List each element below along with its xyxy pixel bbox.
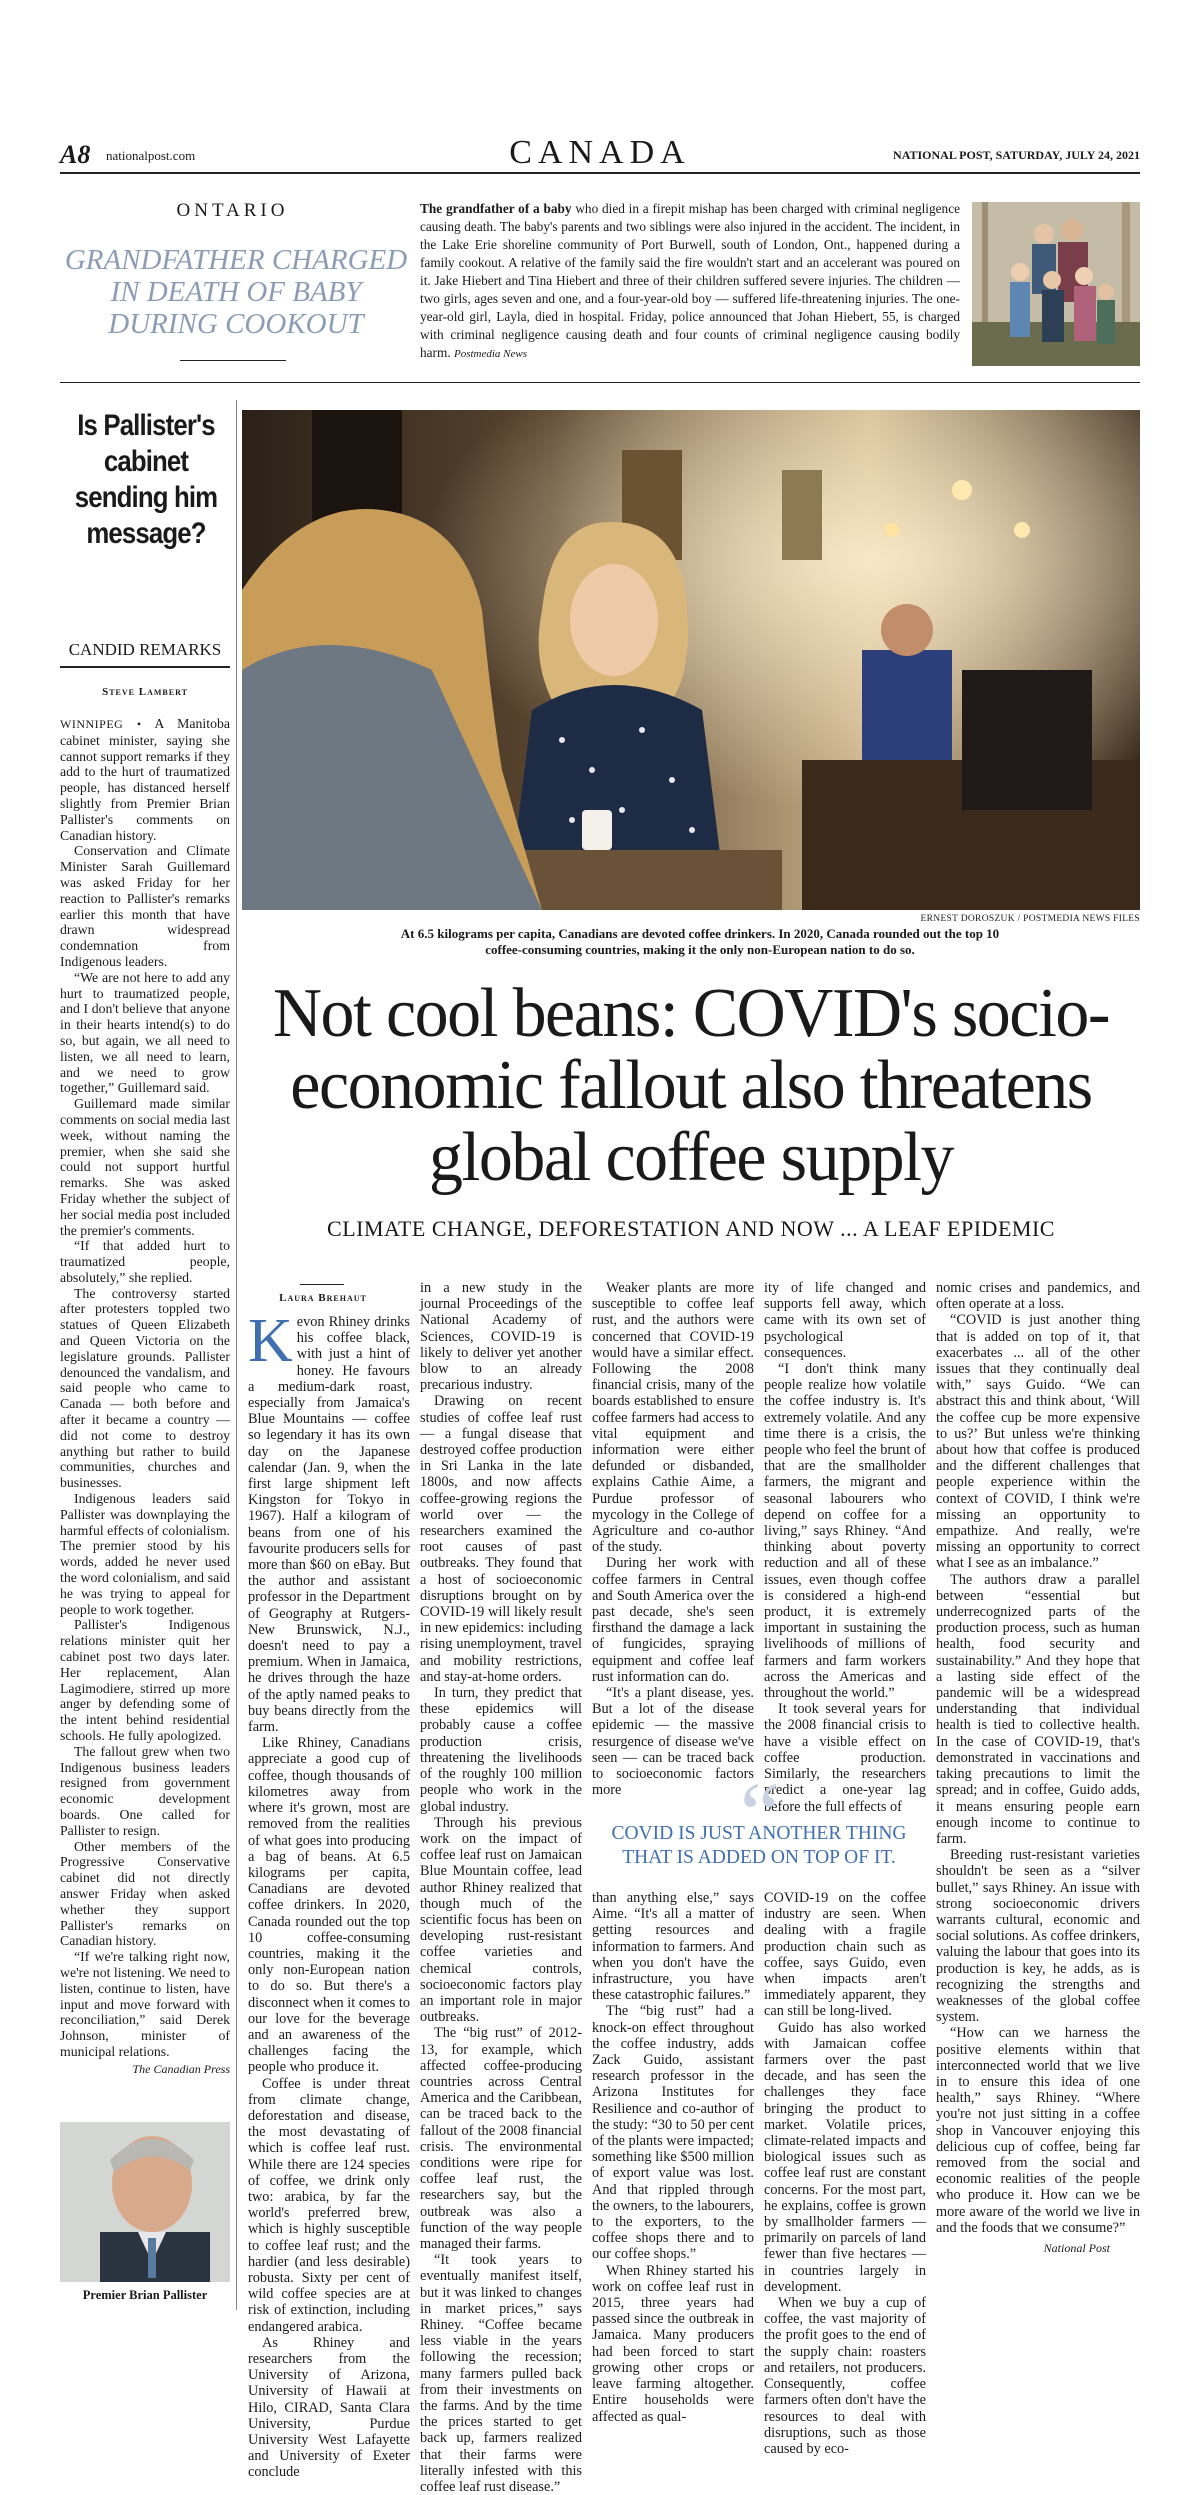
article-para: When we buy a cup of coffee, the vast majority of the profit goes to the end of the supply chain: roasters and retailers, not producers. Consequently, coffee farmers often don't have the resources to deal with disruptions, such as those caused by eco- (764, 2295, 926, 2457)
article-para: Through his previous work on the impact of coffee leaf rust on Jamaican Blue Mountain coffee, lead author Rhiney realized that though much of the scientific focus has been on developing rust-resistant coffee varieties and chemical controls, socioeconomic factors play an important role in major outbreaks. (420, 1814, 582, 2026)
pallister-photo (60, 2122, 230, 2282)
article-para: The “big rust” had a knock-on effect throughout the coffee industry, adds Zack Guido, assistant research professor in the Arizona Institutes for Resilience and co-author of the study: “30 to 50 per cent of the plants were impacted; something like $500 million of export value was lost. And that rippled through the owners, to the labourers, to the exporters, to the coffee shops there and to our coffee shops.” (592, 2003, 754, 2263)
article-para: Coffee is under threat from climate change, deforestation and disease, the most devastating of which is coffee leaf rust. While there are 124 species of coffee, we drink only two: arabica, by far the world's preferred brew, which is highly susceptible to coffee leaf rust; and the hardier (and less desirable) robusta. Sixty per cent of wild coffee species are at risk of extinction, including endangered arabica. (248, 2075, 410, 2335)
page-header (60, 134, 1140, 174)
cafe-photo (242, 410, 1140, 910)
article-para: It took several years for the 2008 financial crisis to have a visible effect on coffee production. Similarly, the researchers predict a one-year lag before the full effects of (764, 1701, 926, 1815)
brief-body (420, 200, 960, 363)
dateline: NATIONAL POST, SATURDAY, JULY 24, 2021 (893, 148, 1140, 162)
cafe-photo-scene (242, 410, 1140, 910)
sidebar-headline: Is Pallister's cabinet sending him message? (74, 409, 218, 550)
article-para: ity of life changed and supports fell away, which came with its own set of psychological consequences. (764, 1280, 926, 1361)
brief-rule (180, 360, 286, 361)
article-col-3b (592, 1890, 754, 2425)
sidebar-para: Guillemard made similar comments on social media last week, without naming the premier, when she said she could not support hurtful remarks. She was asked Friday whether the subject of her social media post included the premier's comments. (60, 1096, 230, 1238)
article-para: When Rhiney started his work on coffee leaf rust in 2015, three years had passed since the outbreak in Jamaica. Many producers had been forced to start growing other crops or leave farming altogether. Entire households were affected as qual- (592, 2262, 754, 2425)
family-photo (972, 202, 1140, 366)
sidebar-para-0: WINNIPEG • A Manitoba cabinet minister, saying she cannot support remarks if they add to the hurt of traumatized people, has distanced herself slightly from Premier Brian Pallister's comments on Canadian history. (60, 716, 230, 843)
sidebar-dateline: WINNIPEG • (60, 717, 142, 731)
sidebar-para: The fallout grew when two Indigenous business leaders resigned from government economic development boards. One called for Pallister to resign. (60, 1743, 230, 1838)
article-col-4a (764, 1280, 926, 1815)
article-para: “COVID is just another thing that is added on top of it, that exacerbates ... all of the other issues that they continually deal with,” says Guido. “We can abstract this and think about, ‘Will the coffee cup be more expensive to us?’ But unless we're thinking about how that coffee is produced and the different challenges that people experience within the context of COVID, I think we're missing an opportunity to empathize. And really, we're missing an opportunity to correct what I see as an imbalance.” (936, 1312, 1140, 1572)
article-para: nomic crises and pandemics, and often operate at a loss. (936, 1280, 1140, 1313)
pallister-caption: Premier Brian Pallister (82, 2288, 208, 2302)
article-col-5 (936, 1280, 1140, 2256)
brief-bottom-rule (60, 382, 1140, 383)
article-para: “How can we harness the positive elements within that interconnected world that we live in to ensure this idea of one health,” says Rhiney. “Where you're not just sitting in a coffee shop in Vancouver enjoying this delicious cup of coffee, being far removed from the social and economic realities of the people who produce it. How can we be more aware of the world we live in and the foods that we consume?” (936, 2025, 1140, 2236)
article-para: Like Rhiney, Canadians appreciate a good cup of coffee, though thousands of kilometres away from where it's grown, most are removed from the realities of what goes into producing a bag of beans. At 6.5 kilograms per capita, Canadians are devoted coffee drinkers. In 2020, Canada rounded out the top 10 coffee-consuming countries, making it the only non-European nation to do so. But there's a disconnect when it comes to our love for the beverage and an awareness of the challenges facing the people who produce it. (248, 1735, 410, 2076)
brief-headline: GRANDFATHER CHARGED IN DEATH OF BABY DURING COOKOUT (64, 244, 408, 340)
brief-kicker: ONTARIO (176, 200, 289, 221)
article-para: in a new study in the journal Proceedings of the National Academy of Sciences, COVID-19 is likely to deliver yet another blow to an already precarious industry. (420, 1280, 582, 1394)
sidebar-byline: Steve Lambert (102, 686, 188, 698)
site-url[interactable]: nationalpost.com (106, 148, 196, 163)
brief-text: who died in a firepit mishap has been charged with criminal negligence causing death. The baby's parents and two siblings were also injured in the accident. The incident, in the Lake Erie shoreline community of Port Burwell, south of London, Ont., happened during a family cookout. A relative of the family said the fire wouldn't start and an accelerant was poured on it. Jake Hiebert and Tina Hiebert and three of their children suffered severe injuries. The children — two girls, ages seven and one, and a four-year-old boy — suffered life-threatening injuries. The one-year-old girl, Layla, died in hospital. Friday, police announced that Johan Hiebert, 55, is charged with criminal negligence causing death and four counts of criminal negligence causing bodily harm. (420, 201, 960, 360)
page-number: A8 (60, 140, 91, 169)
sidebar-para: “If we're talking right now, we're not listening. We need to listen, continue to listen, have input and move forward with reconciliation,” said Derek Johnson, minister of municipal relations. (60, 1949, 230, 2059)
article-para: The “big rust” of 2012-13, for example, which affected coffee-producing countries across Central America and the Caribbean, can be traced back to the fallout of the 2008 financial crisis. The environmental conditions were ripe for coffee leaf rust, the researchers say, but the outbreak was also a function of the way people managed their farms. (420, 2025, 582, 2252)
brief-lead: The grandfather of a baby (420, 201, 572, 216)
article-headline: Not cool beans: COVID's socio-economic fallout also threatens global coffee supply (272, 975, 1110, 1196)
sidebar-body (60, 716, 230, 2078)
quote-mark-icon: “ (740, 1765, 780, 1864)
photo-credit: ERNEST DOROSZUK / POSTMEDIA NEWS FILES (920, 914, 1140, 924)
family-photo-figures (972, 202, 1140, 366)
pull-quote-text: COVID IS JUST ANOTHER THING THAT IS ADDED ON TOP OF IT. (611, 1823, 907, 1868)
article-source: National Post (1043, 2240, 1110, 2255)
sidebar-para: Other members of the Progressive Conservative cabinet did not directly answer Friday when asked whether they support Pallister's remarks on Canadian history. (60, 1838, 230, 1949)
article-col-3a (592, 1280, 754, 1799)
sidebar-source: The Canadian Press (132, 2061, 230, 2076)
article-para: “It's a plant disease, yes. But a lot of the disease epidemic — the massive resurgence of disease we've seen — can be traced back to socioeconomic factors more (592, 1685, 754, 1799)
photo-caption: At 6.5 kilograms per capita, Canadians are devoted coffee drinkers. In 2020, Canada rounded out the top 10 coffee-consuming countries, making it the only non-European nation to do so. (400, 926, 1000, 957)
article-para: The authors draw a parallel between “essential but underrecognized parts of the production process, such as human health, food security and sustainability.” And they hope that a lasting side effect of the pandemic will be a widespread understanding that individual health is tied to collective health. In the case of COVID-19, that's demonstrated in vaccinations and taking precautions to limit the spread; and in coffee, Guido adds, it means ensuring people earn enough income to continue to farm. (936, 1571, 1140, 1847)
article-para: Guido has also worked with Jamaican coffee farmers over the past decade, and has seen the challenges they face bringing the product to market. Volatile prices, climate-related impacts and biological issues such as coffee leaf rust are constant concerns. For the most part, he explains, coffee is grown by smallholder farmers — primarily on parcels of land fewer than five hectares — in countries largely in development. (764, 2019, 926, 2295)
article-para: During her work with coffee farmers in Central and South America over the past decade, she's seen firsthand the damage a lack of fungicides, spraying equipment and coffee leaf rust information can do. (592, 1555, 754, 1685)
article-para: “It took years to eventually manifest itself, but it was linked to changes in market prices,” says Rhiney. “Coffee became less viable in the years following the recession; many farmers pulled back from their investments on the farms. And by the time the prices started to get back up, farmers realized that their farms were literally infested with this coffee leaf rust disease.” (420, 2252, 582, 2495)
sidebar-para: The controversy started after protesters toppled two statues of Queen Elizabeth and Queen Victoria on the legislature grounds. Pallister denounced the vandalism, and said people who came to Canada — both before and after it became a country — did not come to destroy anything but rather to build communities, churches and businesses. (60, 1285, 230, 1491)
section-title: CANADA (509, 134, 691, 171)
article-para: “I don't think many people realize how volatile the coffee industry is. It's extremely volatile. And any time there is a crisis, the people who feel the brunt of that are the smallholder farmers, the migrant and seasonal labourers who depend on coffee for a living,” says Rhiney. “And thinking about poverty reduction and all of these issues, even though coffee is considered a high-end product, it is extremely important in sustaining the livelihoods of millions of farmers and farm workers across the Americas and throughout the world.” (764, 1361, 926, 1702)
sidebar-para: Conservation and Climate Minister Sarah Guillemard was asked Friday for her reaction to Pallister's remarks earlier this month that have drawn widespread condemnation from Indigenous leaders. (60, 843, 230, 969)
article-para: COVID-19 on the coffee industry are seen. When dealing with a fragile production chain such as coffee, says Guido, even when impacts aren't immediately apparent, they can still be long-lived. (764, 1890, 926, 2020)
sidebar-para: Indigenous leaders said Pallister was downplaying the harmful effects of colonialism. The premier stood by his words, added he never used the word colonialism, and said he was trying to appeal for people to work together. (60, 1491, 230, 1617)
sidebar-para: Pallister's Indigenous relations minister quit her cabinet post two days later. Her replacement, Alan Lagimodiere, stirred up more anger by defending some of the intent behind residential schools. He fully apologized. (60, 1617, 230, 1743)
pull-quote (592, 1765, 926, 1890)
article-col-4b (764, 1890, 926, 2457)
sidebar-divider (236, 400, 237, 2310)
article-lede: Kevon Rhiney drinks his coffee black, with just a hint of honey. He favours a medium-dark roast, especially from Jamaica's Blue Mountains — coffee so legendary it has its own day on the Japanese calendar (Jan. 9, when the first large shipment left Kingston for Tokyo in 1967). Half a kilogram of beans from one of his favourite producers sells for more than $60 on eBay. But the author and assistant professor in the Department of Geography at Rutgers-New Brunswick, N.J., doesn't need to pay a premium. When in Jamaica, he drives through the haze of the aptly named peaks to buy beans directly from the farm. (248, 1307, 410, 1736)
article-para: Weaker plants are more susceptible to coffee leaf rust, and the authors were concerned that COVID-19 would have a similar effect. Following the 2008 financial crisis, many of the boards established to ensure coffee farmers had access to vital equipment and information were either defunded or disbanded, explains Cathie Aime, a Purdue professor of mycology in the College of Agriculture and co-author of the study. (592, 1280, 754, 1556)
pallister-photo-figure (60, 2122, 230, 2282)
article-para: In turn, they predict that these epidemics will probably cause a coffee production crisis, threatening the livelihoods of the roughly 100 million people who work in the global industry. (420, 1685, 582, 1815)
article-deck: CLIMATE CHANGE, DEFORESTATION AND NOW ... A LEAF EPIDEMIC (327, 1216, 1055, 1241)
byline-rule (300, 1284, 344, 1285)
article-byline: Laura Brehaut (279, 1292, 367, 1304)
sidebar-para: “We are not here to add any hurt to traumatized people, and I don't believe that anyone in their hearts intend(s) to do so, but again, we all need to listen, we all need to learn, and we need to grow together,” Guillemard said. (60, 969, 230, 1096)
sidebar-section: CANDID REMARKS (68, 640, 222, 659)
article-col-2 (420, 1280, 582, 2495)
article-col-1 (248, 1307, 410, 2481)
sidebar-rule (60, 666, 230, 668)
header-rule (60, 172, 1140, 174)
dropcap: K (248, 1307, 293, 1375)
article-para: than anything else,” says Aime. “It's all a matter of getting resources and information to farmers. And when you don't have the infrastructure, you have these catastrophic failures.” (592, 1890, 754, 2004)
article-para: As Rhiney and researchers from the University of Arizona, University of Hawaii at Hilo, CIRAD, Santa Clara University, Purdue University West Lafayette and University of Exeter conclude (248, 2334, 410, 2481)
article-para: Drawing on recent studies of coffee leaf rust — a fungal disease that destroyed coffee production in Sri Lanka in the late 1800s, and now affects coffee-growing regions the world over — the researchers examined the root causes of past outbreaks. They found that a host of socioeconomic disruptions brought on by COVID-19 will likely result in new epidemics: including rising unemployment, travel and mobility restrictions, and stay-at-home orders. (420, 1393, 582, 1685)
article-para: Breeding rust-resistant varieties shouldn't be seen as a “silver bullet,” says Rhiney. An issue with strong socioeconomic drivers warrants cultural, economic and social solutions. As coffee drinkers, valuing the labour that goes into its production is key, he adds, as is recognizing the strengths and weaknesses of the global coffee system. (936, 1847, 1140, 2026)
brief-source: Postmedia News (453, 348, 528, 360)
sidebar-para: “If that added hurt to traumatized people, absolutely,” she replied. (60, 1238, 230, 1285)
